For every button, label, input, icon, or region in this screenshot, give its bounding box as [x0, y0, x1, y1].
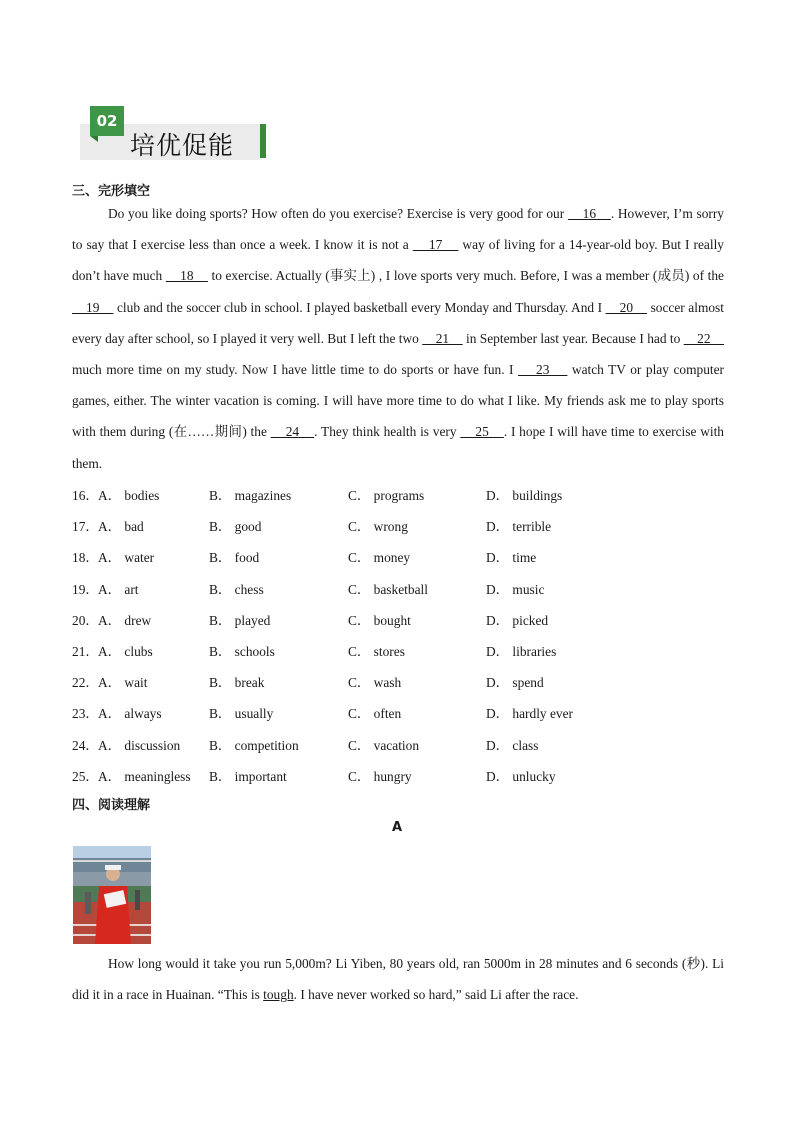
option-d: D． music: [486, 581, 545, 597]
option-d: D． unlucky: [486, 768, 556, 784]
question-number: 21．: [72, 643, 99, 659]
reading-text-1: How long would it take you run 5,000m? Li Yiben, 80 years old, ran 5000m in 28 minutes and 6 seconds (秒). Li did it in a race in Huainan. “This is: [72, 956, 724, 1003]
option-c: C． money: [348, 550, 411, 566]
question-row: [72, 542, 724, 573]
cloze-blank: 16: [567, 206, 611, 221]
option-b: B． good: [209, 519, 262, 535]
option-c: C． vacation: [348, 737, 420, 753]
cloze-blank: 19: [72, 299, 114, 315]
question-number: 23．: [72, 706, 99, 722]
option-d: D． libraries: [486, 643, 557, 659]
banner-accent-bar: [260, 124, 266, 158]
question-row: [72, 730, 724, 761]
cloze-heading: 三、完形填空: [72, 184, 151, 199]
question-number: 16．: [72, 488, 99, 503]
cloze-text: . I hope I will have time to exercise with them.: [72, 424, 724, 471]
option-a: A． clubs: [98, 643, 153, 659]
runner-photo: [73, 846, 151, 944]
cloze-blank: 23: [518, 362, 568, 378]
option-a: A． drew: [98, 612, 152, 628]
cloze-passage: [72, 198, 724, 479]
cloze-text: way of living for a 14-year-old boy. But I really don’t have much: [72, 237, 724, 284]
option-a: A． water: [98, 550, 155, 566]
option-c: C． programs: [348, 488, 425, 503]
question-number: 18．: [72, 550, 99, 566]
option-d: D． time: [486, 550, 537, 566]
option-c: C． wrong: [348, 519, 408, 535]
question-row: [72, 574, 724, 605]
reading-part-title: A: [391, 820, 403, 835]
question-number: 22．: [72, 675, 99, 691]
question-number: 17．: [72, 519, 99, 535]
option-c: C． stores: [348, 643, 405, 659]
option-c: C． wash: [348, 675, 402, 691]
option-d: D． buildings: [486, 488, 563, 503]
question-number: 24．: [72, 737, 99, 753]
option-b: B． break: [209, 675, 265, 691]
question-number: 19．: [72, 581, 99, 597]
question-row: [72, 636, 724, 667]
section-banner: [80, 106, 267, 160]
option-b: B． played: [209, 612, 271, 628]
question-row: [72, 605, 724, 636]
cloze-blank: 17: [412, 237, 459, 253]
reading-passage: [72, 948, 724, 1010]
option-c: C． basketball: [348, 581, 428, 597]
cloze-text: soccer almost every day after school, so I played it very well. But I left the two: [72, 299, 724, 346]
cloze-text: to exercise. Actually (事实上) , I love sports very much. Before, I was a member (成员) of the: [207, 268, 725, 284]
option-b: B． usually: [209, 706, 274, 722]
cloze-text: club and the soccer club in school. I played basketball every Monday and Thursday. And I: [113, 299, 606, 315]
option-a: A． always: [98, 706, 162, 722]
cloze-options: [72, 480, 724, 792]
option-d: D． spend: [486, 675, 544, 691]
option-a: A． wait: [98, 675, 148, 691]
question-row: [72, 667, 724, 698]
cloze-blank: 24: [270, 424, 315, 440]
cloze-text: much more time on my study. Now I have little time to do sports or have fun. I: [72, 362, 519, 378]
option-b: B． chess: [209, 581, 264, 597]
reading-paragraph: [72, 948, 724, 1010]
cloze-text: . They think health is very: [314, 424, 461, 440]
option-a: A． meaningless: [98, 768, 191, 784]
option-a: A． bodies: [98, 488, 160, 503]
question-row: [72, 761, 724, 792]
cloze-text: Do you like doing sports? How often do you exercise? Exercise is very good for our: [108, 206, 568, 221]
question-row: [72, 480, 724, 511]
cloze-blank: 20: [605, 299, 648, 315]
cloze-paragraph: [72, 198, 724, 479]
cloze-blank: 18: [165, 268, 208, 284]
banner-title: 培优促能: [130, 131, 235, 160]
cloze-text: in September last year. Because I had to: [462, 330, 684, 346]
option-b: B． competition: [209, 737, 299, 753]
option-c: C． bought: [348, 612, 411, 628]
option-b: B． schools: [209, 643, 275, 659]
cloze-blank: 25: [460, 424, 504, 440]
option-c: C． hungry: [348, 768, 412, 784]
option-b: B． food: [209, 550, 260, 566]
reading-text-2: . I have never worked so hard,” said Li after the race.: [293, 987, 579, 1003]
banner-badge: 02: [90, 106, 124, 136]
question-row: [72, 511, 724, 542]
cloze-text: watch TV or play computer games, either. The winter vacation is coming. I will have more time to do what I like. My friends ask me to play sports with them during (在……期间) the: [72, 362, 725, 440]
option-d: D． terrible: [486, 519, 552, 535]
option-a: A． art: [98, 581, 139, 597]
question-number: 25．: [72, 768, 99, 784]
cloze-blank: 22: [683, 330, 725, 346]
reading-heading: 四、阅读理解: [72, 798, 151, 813]
option-a: A． discussion: [98, 737, 181, 753]
reading-underlined-word: tough: [263, 987, 294, 1003]
banner-badge-tail: [90, 136, 98, 142]
question-row: [72, 698, 724, 729]
option-c: C． often: [348, 706, 402, 722]
option-a: A． bad: [98, 519, 144, 535]
option-d: D． hardly ever: [486, 706, 574, 722]
option-b: B． important: [209, 768, 287, 784]
question-number: 20．: [72, 612, 99, 628]
option-d: D． picked: [486, 612, 549, 628]
option-d: D． class: [486, 737, 539, 753]
cloze-blank: 21: [422, 330, 463, 346]
option-b: B． magazines: [209, 488, 292, 503]
cloze-text: . However, I’m sorry to say that I exercise less than once a week. I know it is not a: [72, 206, 725, 253]
